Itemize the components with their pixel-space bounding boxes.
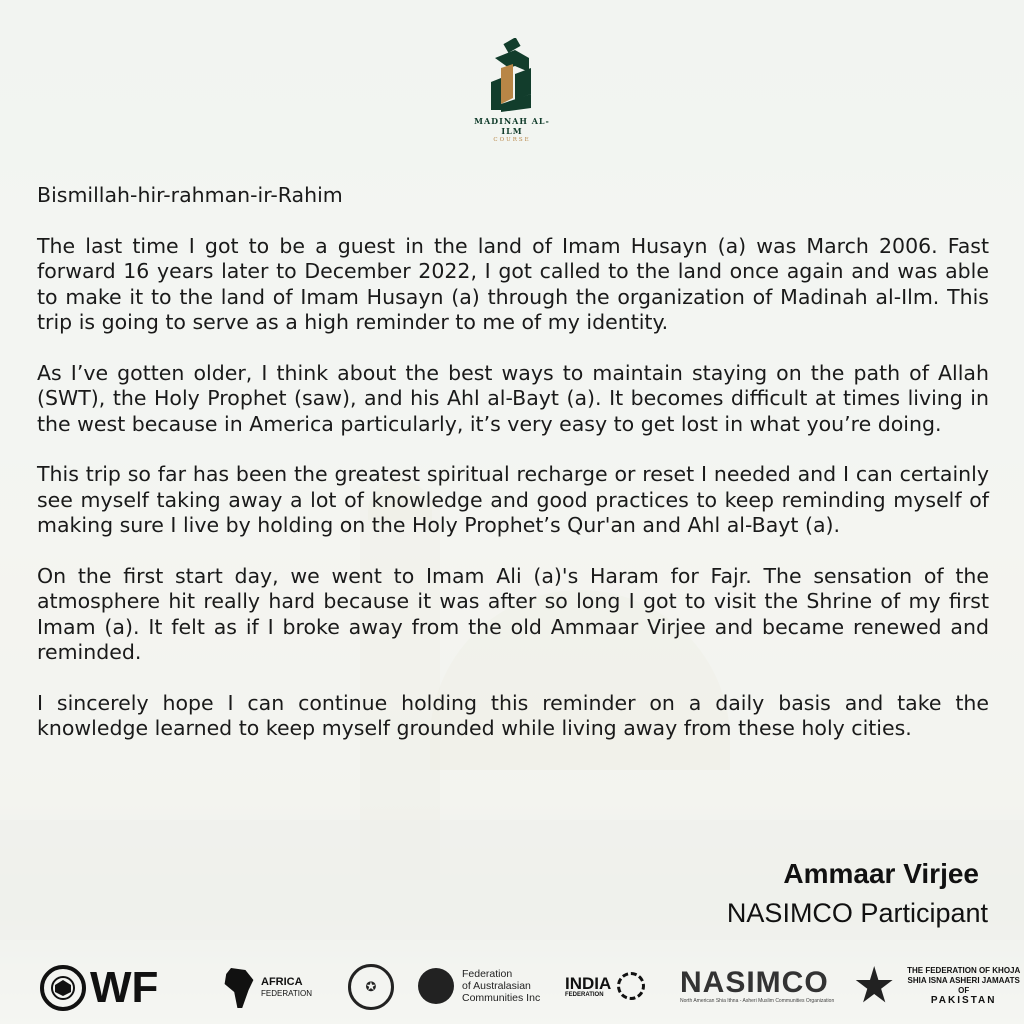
wf-logo bbox=[40, 963, 158, 1013]
pak-line1: THE FEDERATION OF KHOJA bbox=[907, 966, 1021, 975]
nasimco-tagline: North American Shia Ithna - Asheri Muslim Communities Organization bbox=[680, 998, 835, 1004]
letter-body bbox=[37, 183, 989, 767]
pakistan-star-icon bbox=[855, 966, 893, 1006]
nasimco-logo bbox=[680, 968, 834, 1004]
council-of-european-jamaats-logo bbox=[348, 964, 394, 1010]
logo-title: MADINAH AL-ILM bbox=[474, 116, 550, 136]
partner-logos-footer bbox=[0, 958, 1024, 1024]
india-emblem-icon bbox=[617, 972, 645, 1000]
africa-federation-logo bbox=[223, 968, 312, 1008]
pak-line3: PAKISTAN bbox=[930, 995, 997, 1006]
calligraphy-emblem-icon bbox=[485, 38, 539, 114]
madinah-al-ilm-logo bbox=[465, 38, 559, 143]
salutation: Bismillah-hir-rahman-ir-Rahim bbox=[37, 183, 343, 207]
wf-globe-icon bbox=[40, 965, 86, 1011]
federation-globe-icon bbox=[418, 968, 454, 1004]
fed-aus-line1: Federation bbox=[462, 968, 513, 980]
council-seal-icon: ✪ bbox=[348, 964, 394, 1010]
letter-paragraph: I sincerely hope I can continue holding this reminder on a daily basis and take the knowledge learned to keep myself grounded while living away from these holy cities. bbox=[37, 690, 989, 740]
letter-paragraph: As I’ve gotten older, I think about the best ways to maintain staying on the path of Allah (SWT), the Holy Prophet (saw), and his Ahl al-Bayt (a). It becomes difficult at times living in the west because in America particularly, it’s very easy to get lost in what you’re doing. bbox=[37, 360, 989, 436]
india-line2: FEDERATION bbox=[565, 991, 604, 998]
letter-paragraph: On the first start day, we went to Imam Ali (a)'s Haram for Fajr. The sensation of the atmosphere hit really hard because it was after so long I got to visit the Shrine of my first Imam (a). It felt as if I broke away from the old Ammaar Virjee and became renewed and reminded. bbox=[37, 563, 989, 664]
india-federation-logo bbox=[565, 972, 645, 1000]
pakistan-federation-logo bbox=[855, 966, 1024, 1006]
fed-aus-line3: Communities Inc bbox=[462, 992, 541, 1004]
nasimco-name: NASIMCO bbox=[680, 966, 829, 999]
wf-text: WF bbox=[90, 963, 159, 1012]
africa-line1: AFRICA bbox=[261, 976, 303, 988]
letter-paragraph: The last time I got to be a guest in the land of Imam Husayn (a) was March 2006. Fast forward 16 years later to December 2022, I got called to the land once again and was able to make it to the land of Imam Husayn (a) through the organization of Madinah al-Ilm. This trip is going to serve as a high reminder to me of my identity. bbox=[37, 233, 989, 334]
federation-australasian-logo bbox=[418, 968, 540, 1004]
signature-role: NASIMCO Participant bbox=[726, 898, 988, 928]
letter-paragraph: This trip so far has been the greatest spiritual recharge or reset I needed and I can certainly see myself taking away a lot of knowledge and good practices to keep reminding myself of making sure I live by holding on the Holy Prophet’s Qur'an and Ahl al-Bayt (a). bbox=[37, 462, 989, 537]
pak-line2: SHIA ISNA ASHERI JAMAATS OF bbox=[907, 976, 1020, 995]
fed-aus-line2: of Australasian bbox=[462, 980, 531, 992]
africa-continent-icon bbox=[223, 968, 255, 1008]
africa-line2: FEDERATION bbox=[261, 989, 312, 998]
logo-subtitle: COURSE bbox=[493, 137, 531, 143]
signature-name: Ammaar Virjee bbox=[783, 858, 979, 889]
india-line1: INDIA bbox=[565, 973, 612, 993]
